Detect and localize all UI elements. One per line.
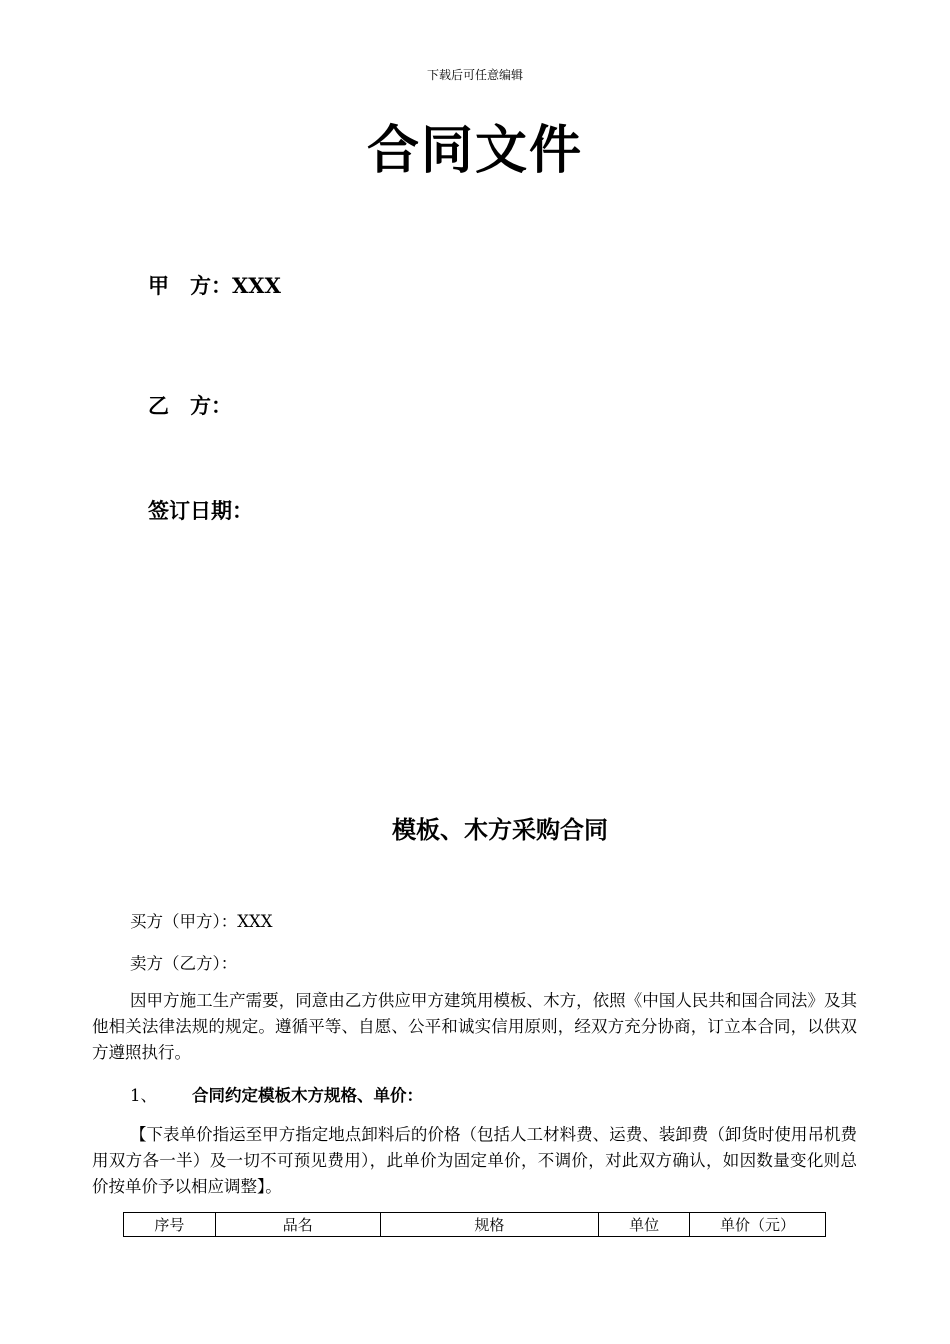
sign-date-line: 签订日期： [148,498,253,523]
buyer-line: 买方（甲方）：XXX [130,912,273,931]
table-header-row [124,1213,826,1237]
header-cell-price: 单价（元） [690,1213,826,1237]
header-cell-spec: 规格 [380,1213,599,1237]
cover-title: 合同文件 [366,120,583,181]
header-cell-index: 序号 [124,1213,216,1237]
intro-paragraph: 因甲方施工生产需要，同意由乙方供应甲方建筑用模板、木方，依照《中国人民共和国合同法》及其他相关法律法规的规定。遵循平等、自愿、公平和诚实信用原则，经双方充分协商，订立本合同，以供双方遵照执行。 [92,991,857,1062]
party-a-line: 甲 方：XXX [148,273,281,298]
header-cell-unit: 单位 [599,1213,690,1237]
header-note: 下载后可任意编辑 [426,68,523,82]
party-b-line: 乙 方： [148,393,232,418]
price-table [123,1212,826,1237]
section-1-title: 合同约定模板木方规格、单价： [192,1086,423,1105]
section-1-heading [130,1082,423,1106]
contract-title: 模板、木方采购合同 [392,815,608,844]
section-1-note: 【下表单价指运至甲方指定地点卸料后的价格（包括人工材料费、运费、装卸费（卸货时使用吊机费用双方各一半）及一切不可预见费用），此单价为固定单价，不调价，对此双方确认，如因数量变化则总价按单价予以相应调整】。 [92,1125,857,1196]
seller-line: 卖方（乙方）： [130,954,238,973]
section-1-number: 1、 [130,1086,157,1105]
header-cell-name: 品名 [215,1213,380,1237]
